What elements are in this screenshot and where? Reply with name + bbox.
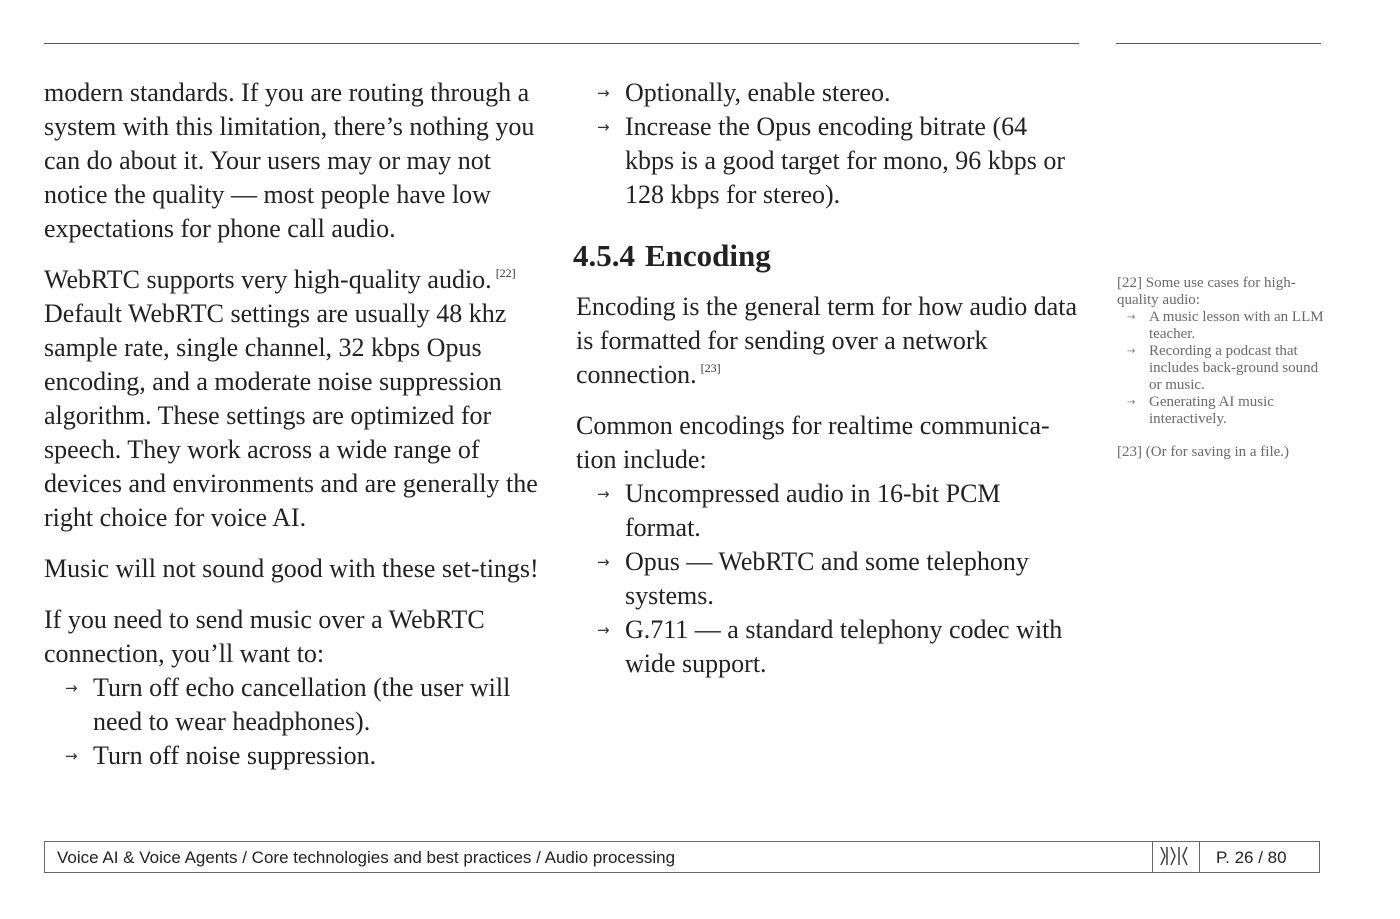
- list-item: [597, 613, 1081, 681]
- paragraph: Common encodings for realtime communica-tion include:: [576, 411, 1050, 474]
- paragraph: If you need to send music over a WebRTC connection, you’ll want to:: [44, 605, 485, 668]
- waveform-logo-svg: [1158, 845, 1194, 867]
- sidenotes: [1117, 275, 1332, 477]
- list-item-text: Uncompressed audio in 16-bit PCM format.: [625, 479, 1001, 542]
- arrow-right-icon: →: [597, 118, 610, 136]
- sidenote-rule: [1116, 43, 1321, 44]
- sidenote-item: [1127, 309, 1332, 343]
- footnote-ref-22[interactable]: [22]: [495, 266, 516, 280]
- sidenote-23: [23] (Or for saving in a file.): [1117, 444, 1290, 460]
- paragraph-text: WebRTC supports very high-quality audio.: [44, 265, 492, 294]
- arrow-right-icon: →: [65, 747, 78, 765]
- arrow-right-icon: →: [597, 553, 610, 571]
- bullet-list: [576, 76, 1081, 212]
- paragraph: Music will not sound good with these set-tings!: [44, 554, 539, 583]
- sidenote-item-text: Generating AI music interactively.: [1149, 394, 1274, 427]
- arrow-right-icon: →: [1127, 346, 1136, 357]
- list-item-text: Opus — WebRTC and some telephony systems.: [625, 547, 1029, 610]
- left-column: [44, 76, 544, 790]
- waveform-logo-icon: [1152, 841, 1200, 873]
- list-item-text: Optionally, enable stereo.: [625, 78, 891, 107]
- paragraph: [576, 290, 1081, 392]
- list-item: [65, 739, 544, 773]
- sidenote-item: [1127, 343, 1332, 394]
- list-item-text: G.711 — a standard telephony codec with wide support.: [625, 615, 1063, 678]
- arrow-right-icon: →: [1127, 397, 1136, 408]
- sidenote-item-text: A music lesson with an LLM teacher.: [1149, 309, 1324, 342]
- arrow-right-icon: →: [597, 84, 610, 102]
- list-item: [597, 545, 1081, 613]
- list-item: [597, 110, 1081, 212]
- page-number: P. 26 / 80: [1216, 848, 1287, 867]
- paragraph: modern standards. If you are routing through a system with this limitation, there’s nothing you can do about it. Your users may or may not notice the quality — most people have low expectations for phone call audio.: [44, 78, 535, 243]
- section-title: Encoding: [645, 238, 771, 273]
- bullet-list: [576, 477, 1081, 681]
- sidenote-list: [1117, 309, 1332, 428]
- footnote-ref-23[interactable]: [23]: [700, 361, 721, 375]
- sidenote-item-text: Recording a podcast that includes back-ground sound or music.: [1149, 343, 1319, 393]
- list-item-text: Turn off echo cancellation (the user will need to wear headphones).: [93, 673, 511, 736]
- paragraph-text: Default WebRTC settings are usually 48 khz sample rate, single channel, 32 kbps Opus encoding, and a moderate noise suppression algorithm. These settings are optimized for speech. They work across a wide range of devices and environments and are generally the right choice for voice AI.: [44, 299, 538, 532]
- paragraph-text: Encoding is the general term for how audio data is formatted for sending over a network connection.: [576, 292, 1078, 389]
- middle-column: [573, 76, 1081, 698]
- arrow-right-icon: →: [597, 621, 610, 639]
- list-item: [597, 76, 1081, 110]
- bullet-list: [44, 671, 544, 773]
- arrow-right-icon: →: [597, 485, 610, 503]
- sidenote-item: [1127, 394, 1332, 428]
- header-rule: [44, 43, 1079, 44]
- list-item: [65, 671, 544, 739]
- sidenote-22: [1117, 275, 1332, 428]
- breadcrumb[interactable]: Voice AI & Voice Agents / Core technologies and best practices / Audio processing: [57, 848, 676, 867]
- page-footer: [44, 841, 1320, 873]
- section-heading: [573, 236, 1081, 276]
- arrow-right-icon: →: [65, 679, 78, 697]
- list-item-text: Turn off noise suppression.: [93, 741, 377, 770]
- list-item-text: Increase the Opus encoding bitrate (64 kbps is a good target for mono, 96 kbps or 128 kbps for stereo).: [625, 112, 1066, 209]
- sidenote-text: [22] Some use cases for high-quality audio:: [1117, 275, 1296, 308]
- paragraph: [44, 263, 544, 535]
- list-item: [597, 477, 1081, 545]
- section-number: 4.5.4: [573, 238, 635, 273]
- arrow-right-icon: →: [1127, 312, 1136, 323]
